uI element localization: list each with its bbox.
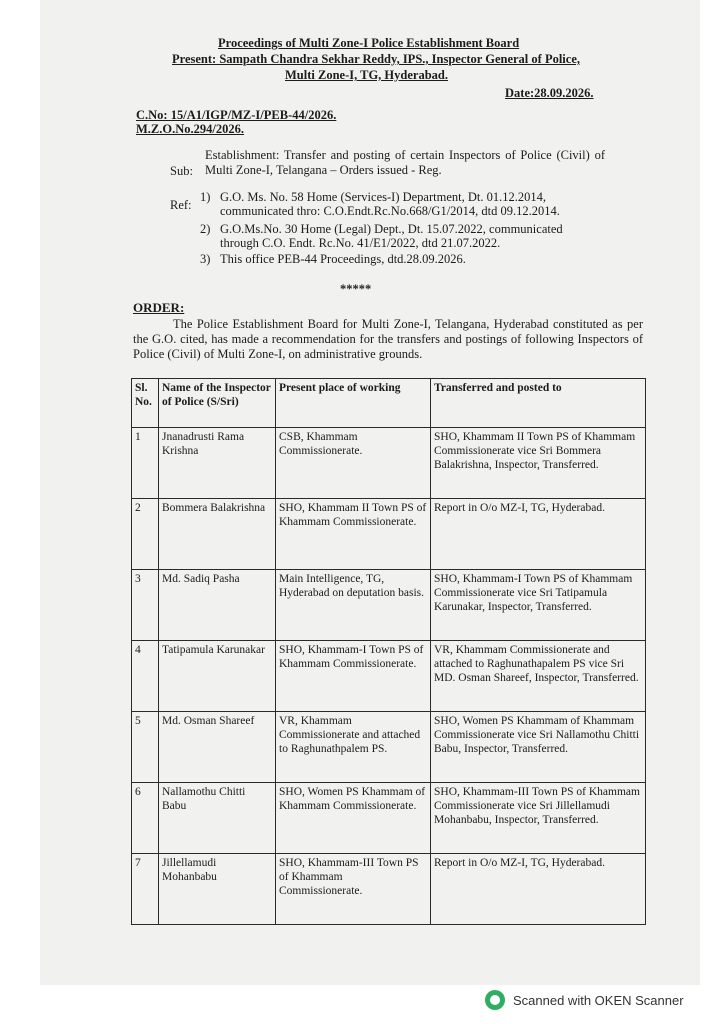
table-row [132, 854, 646, 925]
table-row [132, 783, 646, 854]
cell-present-place: SHO, Khammam-III Town PS of Khammam Commissionerate. [276, 854, 431, 925]
cell-transferred-to: SHO, Khammam II Town PS of Khammam Commissionerate vice Sri Bommera Balakrishna, Inspector, Transferred. [431, 428, 646, 499]
mzo-number: M.Z.O.No.294/2026. [136, 122, 244, 136]
table-row [132, 499, 646, 570]
table-row [132, 428, 646, 499]
column-header-transferred-to: Transferred and posted to [431, 379, 646, 428]
order-heading: ORDER: [133, 300, 185, 315]
cell-present-place: SHO, Women PS Khammam of Khammam Commissionerate. [276, 783, 431, 854]
reference-number: 3) [200, 252, 211, 266]
cell-sl-no: 7 [132, 854, 159, 925]
separator: ***** [340, 282, 372, 296]
cell-sl-no: 3 [132, 570, 159, 641]
cell-name: Bommera Balakrishna [159, 499, 276, 570]
cell-sl-no: 4 [132, 641, 159, 712]
cell-name: Md. Sadiq Pasha [159, 570, 276, 641]
cell-present-place: SHO, Khammam II Town PS of Khammam Commissionerate. [276, 499, 431, 570]
cell-transferred-to: Report in O/o MZ-I, TG, Hyderabad. [431, 499, 646, 570]
table-row [132, 570, 646, 641]
cell-present-place: SHO, Khammam-I Town PS of Khammam Commissionerate. [276, 641, 431, 712]
cell-present-place: CSB, Khammam Commissionerate. [276, 428, 431, 499]
reference-text: This office PEB-44 Proceedings, dtd.28.09.2026. [220, 252, 466, 266]
cell-name: Jillellamudi Mohanbabu [159, 854, 276, 925]
scanner-footer [485, 990, 684, 1010]
reference-2 [200, 222, 585, 250]
cell-transferred-to: VR, Khammam Commissionerate and attached to Raghunathapalem PS vice Sri MD. Osman Shareef, Inspector, Transferred. [431, 641, 646, 712]
table-row [132, 641, 646, 712]
subject-text: Establishment: Transfer and posting of certain Inspectors of Police (Civil) of Multi Zone-I, Telangana – Orders issued - Reg. [205, 148, 605, 177]
cell-sl-no: 1 [132, 428, 159, 499]
date: Date:28.09.2026. [505, 86, 594, 100]
transfer-table [131, 378, 646, 925]
order-body: The Police Establishment Board for Multi Zone-I, Telangana, Hyderabad constituted as per the G.O. cited, has made a recommendation for the transfers and postings of following Inspectors of Police (Civil) of Multi Zone-I, on administrative grounds. [133, 317, 643, 361]
cell-present-place: Main Intelligence, TG, Hyderabad on deputation basis. [276, 570, 431, 641]
cell-name: Tatipamula Karunakar [159, 641, 276, 712]
case-number: C.No: 15/A1/IGP/MZ-I/PEB-44/2026. [136, 108, 337, 122]
column-header-sl-no: Sl. No. [132, 379, 159, 428]
table-header-row [132, 379, 646, 428]
header-line-2: Present: Sampath Chandra Sekhar Reddy, IPS., Inspector General of Police, [172, 52, 580, 66]
header-line-1: Proceedings of Multi Zone-I Police Establishment Board [218, 36, 520, 50]
reference-text: G.O. Ms. No. 58 Home (Services-I) Department, Dt. 01.12.2014, communicated thro: C.O.Endt.Rc.No.668/G1/2014, dtd 09.12.2014. [220, 190, 560, 218]
cell-present-place: VR, Khammam Commissionerate and attached to Raghunathpalem PS. [276, 712, 431, 783]
table-row [132, 712, 646, 783]
cell-name: Nallamothu Chitti Babu [159, 783, 276, 854]
scanner-footer-text: Scanned with OKEN Scanner [513, 992, 684, 1008]
reference-number: 1) [200, 190, 211, 204]
oken-scanner-logo-icon [485, 990, 505, 1010]
reference-text: G.O.Ms.No. 30 Home (Legal) Dept., Dt. 15.07.2022, communicated through C.O. Endt. Rc.No. 41/E1/2022, dtd 21.07.2022. [220, 222, 563, 250]
cell-transferred-to: SHO, Khammam-III Town PS of Khammam Commissionerate vice Sri Jillellamudi Mohanbabu, Inspector, Transferred. [431, 783, 646, 854]
reference-number: 2) [200, 222, 211, 236]
reference-1 [200, 190, 585, 218]
cell-transferred-to: SHO, Khammam-I Town PS of Khammam Commissionerate vice Sri Tatipamula Karunakar, Inspector, Transferred. [431, 570, 646, 641]
header-line-3: Multi Zone-I, TG, Hyderabad. [285, 68, 448, 82]
cell-sl-no: 6 [132, 783, 159, 854]
column-header-name: Name of the Inspector of Police (S/Sri) [159, 379, 276, 428]
cell-sl-no: 5 [132, 712, 159, 783]
cell-name: Jnanadrusti Rama Krishna [159, 428, 276, 499]
references-label: Ref: [170, 198, 192, 212]
column-header-present-place: Present place of working [276, 379, 431, 428]
cell-transferred-to: Report in O/o MZ-I, TG, Hyderabad. [431, 854, 646, 925]
cell-transferred-to: SHO, Women PS Khammam of Khammam Commissionerate vice Sri Nallamothu Chitti Babu, Inspector, Transferred. [431, 712, 646, 783]
cell-sl-no: 2 [132, 499, 159, 570]
subject-label: Sub: [170, 164, 193, 178]
reference-3 [200, 252, 585, 266]
cell-name: Md. Osman Shareef [159, 712, 276, 783]
